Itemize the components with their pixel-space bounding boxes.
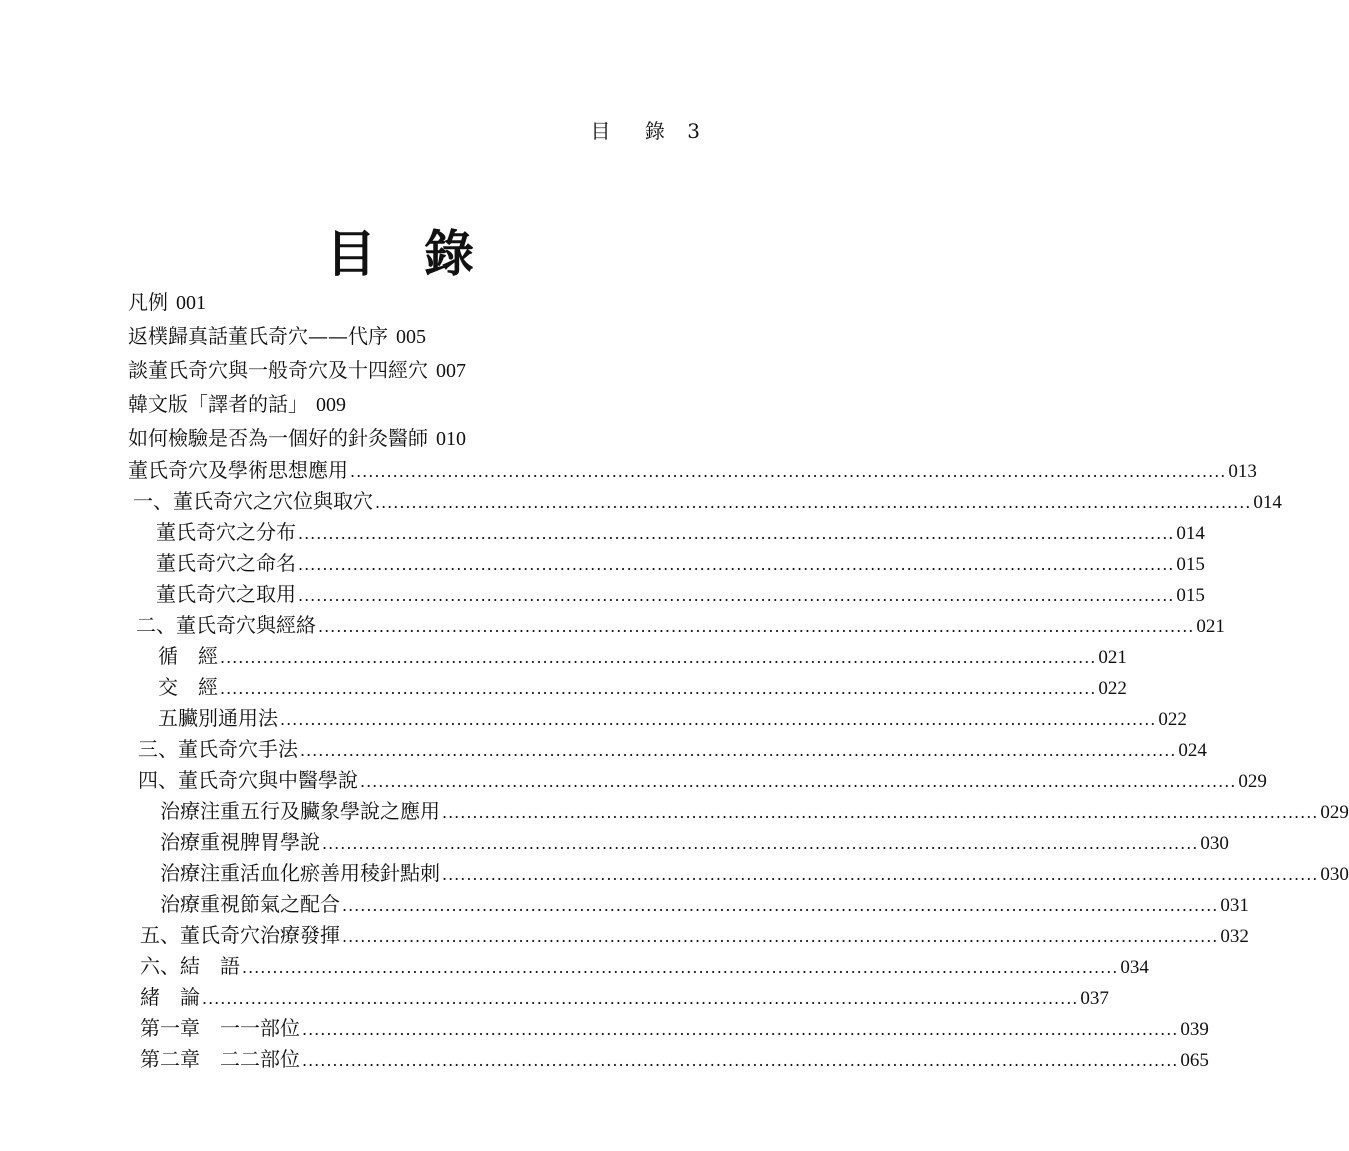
toc-entry[interactable] [0, 919, 1249, 951]
toc-page-number: 030 [1200, 833, 1229, 854]
toc-page-number: 010 [436, 428, 466, 450]
toc-page-number: 005 [396, 326, 426, 348]
toc-entry[interactable] [0, 454, 1257, 486]
toc-entry-label: 第一章 一一部位 [140, 1012, 300, 1044]
dot-leader: ................................................................................................................................................ [322, 834, 1199, 853]
toc-entry[interactable] [0, 547, 1205, 579]
toc-page-number: 032 [1220, 926, 1249, 947]
toc-prelim-entry[interactable] [0, 388, 800, 420]
dot-leader: ................................................................................................................................................ [298, 586, 1175, 605]
dot-leader: ................................................................................................................................................ [302, 1020, 1179, 1039]
toc-entry-label: 循 經 [158, 640, 218, 672]
toc-entry[interactable] [0, 578, 1205, 610]
toc-prelim-entry[interactable] [0, 320, 800, 352]
toc-entry[interactable] [0, 826, 1229, 858]
toc-entry-label: 交 經 [158, 671, 218, 703]
running-header-page-number: 3 [687, 119, 702, 143]
toc-page-number: 039 [1180, 1019, 1209, 1040]
dot-leader: ................................................................................................................................................ [220, 679, 1097, 698]
toc-entry-label: 三、董氏奇穴手法 [138, 733, 298, 765]
toc-entry[interactable] [0, 1043, 1209, 1075]
dot-leader: ................................................................................................................................................ [242, 958, 1119, 977]
toc-entry-label: 董氏奇穴之分布 [156, 516, 296, 548]
toc-entry[interactable] [0, 1012, 1209, 1044]
dot-leader: ................................................................................................................................................ [442, 803, 1319, 822]
toc-entry-label: 治療注重活血化瘀善用稜針點刺 [160, 857, 440, 889]
dot-leader: ................................................................................................................................................ [318, 617, 1195, 636]
toc-page-number: 009 [316, 394, 346, 416]
dot-leader: ................................................................................................................................................ [350, 462, 1227, 481]
toc-page-number: 021 [1098, 647, 1127, 668]
toc-entry[interactable] [0, 981, 1109, 1013]
toc-entry[interactable] [0, 640, 1127, 672]
toc-page-number: 014 [1176, 523, 1205, 544]
toc-entry-label: 緒 論 [140, 981, 200, 1013]
toc-entry[interactable] [0, 733, 1207, 765]
toc-entry-label: 二、董氏奇穴與經絡 [136, 609, 316, 641]
dot-leader: ................................................................................................................................................ [220, 648, 1097, 667]
toc-entry-label: 一、董氏奇穴之穴位與取穴 [133, 485, 373, 517]
dot-leader: ................................................................................................................................................ [280, 710, 1157, 729]
dot-leader: ................................................................................................................................................ [298, 524, 1175, 543]
toc-entry-label: 四、董氏奇穴與中醫學說 [138, 764, 358, 796]
toc-entry-label: 第二章 二二部位 [140, 1043, 300, 1075]
dot-leader: ................................................................................................................................................ [202, 989, 1079, 1008]
toc-prelim-entry[interactable] [0, 354, 800, 386]
toc-page-number: 031 [1220, 895, 1249, 916]
toc-entry-label: 治療重視節氣之配合 [160, 888, 340, 920]
toc-page-number: 022 [1098, 678, 1127, 699]
dot-leader: ................................................................................................................................................ [300, 741, 1177, 760]
dot-leader: ................................................................................................................................................ [442, 865, 1319, 884]
toc-prelim-entry[interactable] [0, 422, 800, 454]
toc-entry-label: 董氏奇穴及學術思想應用 [128, 454, 348, 486]
toc-entry[interactable] [0, 671, 1127, 703]
toc-page-number: 030 [1320, 864, 1349, 885]
running-header-title: 目 錄 [590, 119, 679, 143]
toc-entry-label: 五臟別通用法 [158, 702, 278, 734]
toc-entry-label: 六、結 語 [140, 950, 240, 982]
dot-leader: ................................................................................................................................................ [360, 772, 1237, 791]
toc-entry-label: 凡例 [128, 290, 168, 314]
toc-page-number: 013 [1228, 461, 1257, 482]
toc-entry-label: 五、董氏奇穴治療發揮 [140, 919, 340, 951]
toc-page-number: 015 [1176, 554, 1205, 575]
toc-entry[interactable] [0, 485, 1282, 517]
dot-leader: ................................................................................................................................................ [375, 493, 1252, 512]
toc-entry[interactable] [0, 764, 1267, 796]
toc-entry-label: 董氏奇穴之取用 [156, 578, 296, 610]
toc-entry-label: 如何檢驗是否為一個好的針灸醫師 [128, 426, 428, 450]
toc-page-number: 037 [1080, 988, 1109, 1009]
toc-entry[interactable] [0, 609, 1225, 641]
toc-page-number: 065 [1180, 1050, 1209, 1071]
page-title: 目錄 [326, 224, 522, 283]
toc-entry[interactable] [0, 516, 1205, 548]
toc-entry-label: 董氏奇穴之命名 [156, 547, 296, 579]
toc-entry-label: 韓文版「譯者的話」 [128, 392, 308, 416]
toc-entry-label: 治療注重五行及臟象學說之應用 [160, 795, 440, 827]
toc-entry[interactable] [0, 702, 1187, 734]
toc-entry[interactable] [0, 857, 1349, 889]
toc-page-number: 022 [1158, 709, 1187, 730]
toc-entry-label: 治療重視脾胃學說 [160, 826, 320, 858]
toc-entry[interactable] [0, 888, 1249, 920]
toc-page-number: 029 [1320, 802, 1349, 823]
dot-leader: ................................................................................................................................................ [302, 1051, 1179, 1070]
dot-leader: ................................................................................................................................................ [298, 555, 1175, 574]
toc-page-number: 014 [1253, 492, 1282, 513]
toc-entry[interactable] [0, 950, 1149, 982]
toc-page-number: 034 [1120, 957, 1149, 978]
toc-entry-label: 談董氏奇穴與一般奇穴及十四經穴 [128, 358, 428, 382]
running-header [591, 115, 702, 144]
toc-page-number: 015 [1176, 585, 1205, 606]
toc-page-number: 001 [176, 292, 206, 314]
toc-entry[interactable] [0, 795, 1349, 827]
toc-page-number: 007 [436, 360, 466, 382]
dot-leader: ................................................................................................................................................ [342, 927, 1219, 946]
toc-page-number: 029 [1238, 771, 1267, 792]
dot-leader: ................................................................................................................................................ [342, 896, 1219, 915]
toc-page-number: 024 [1178, 740, 1207, 761]
toc-prelim-entry[interactable] [0, 286, 800, 318]
toc-entry-label: 返樸歸真話董氏奇穴——代序 [128, 324, 388, 348]
toc-page-number: 021 [1196, 616, 1225, 637]
